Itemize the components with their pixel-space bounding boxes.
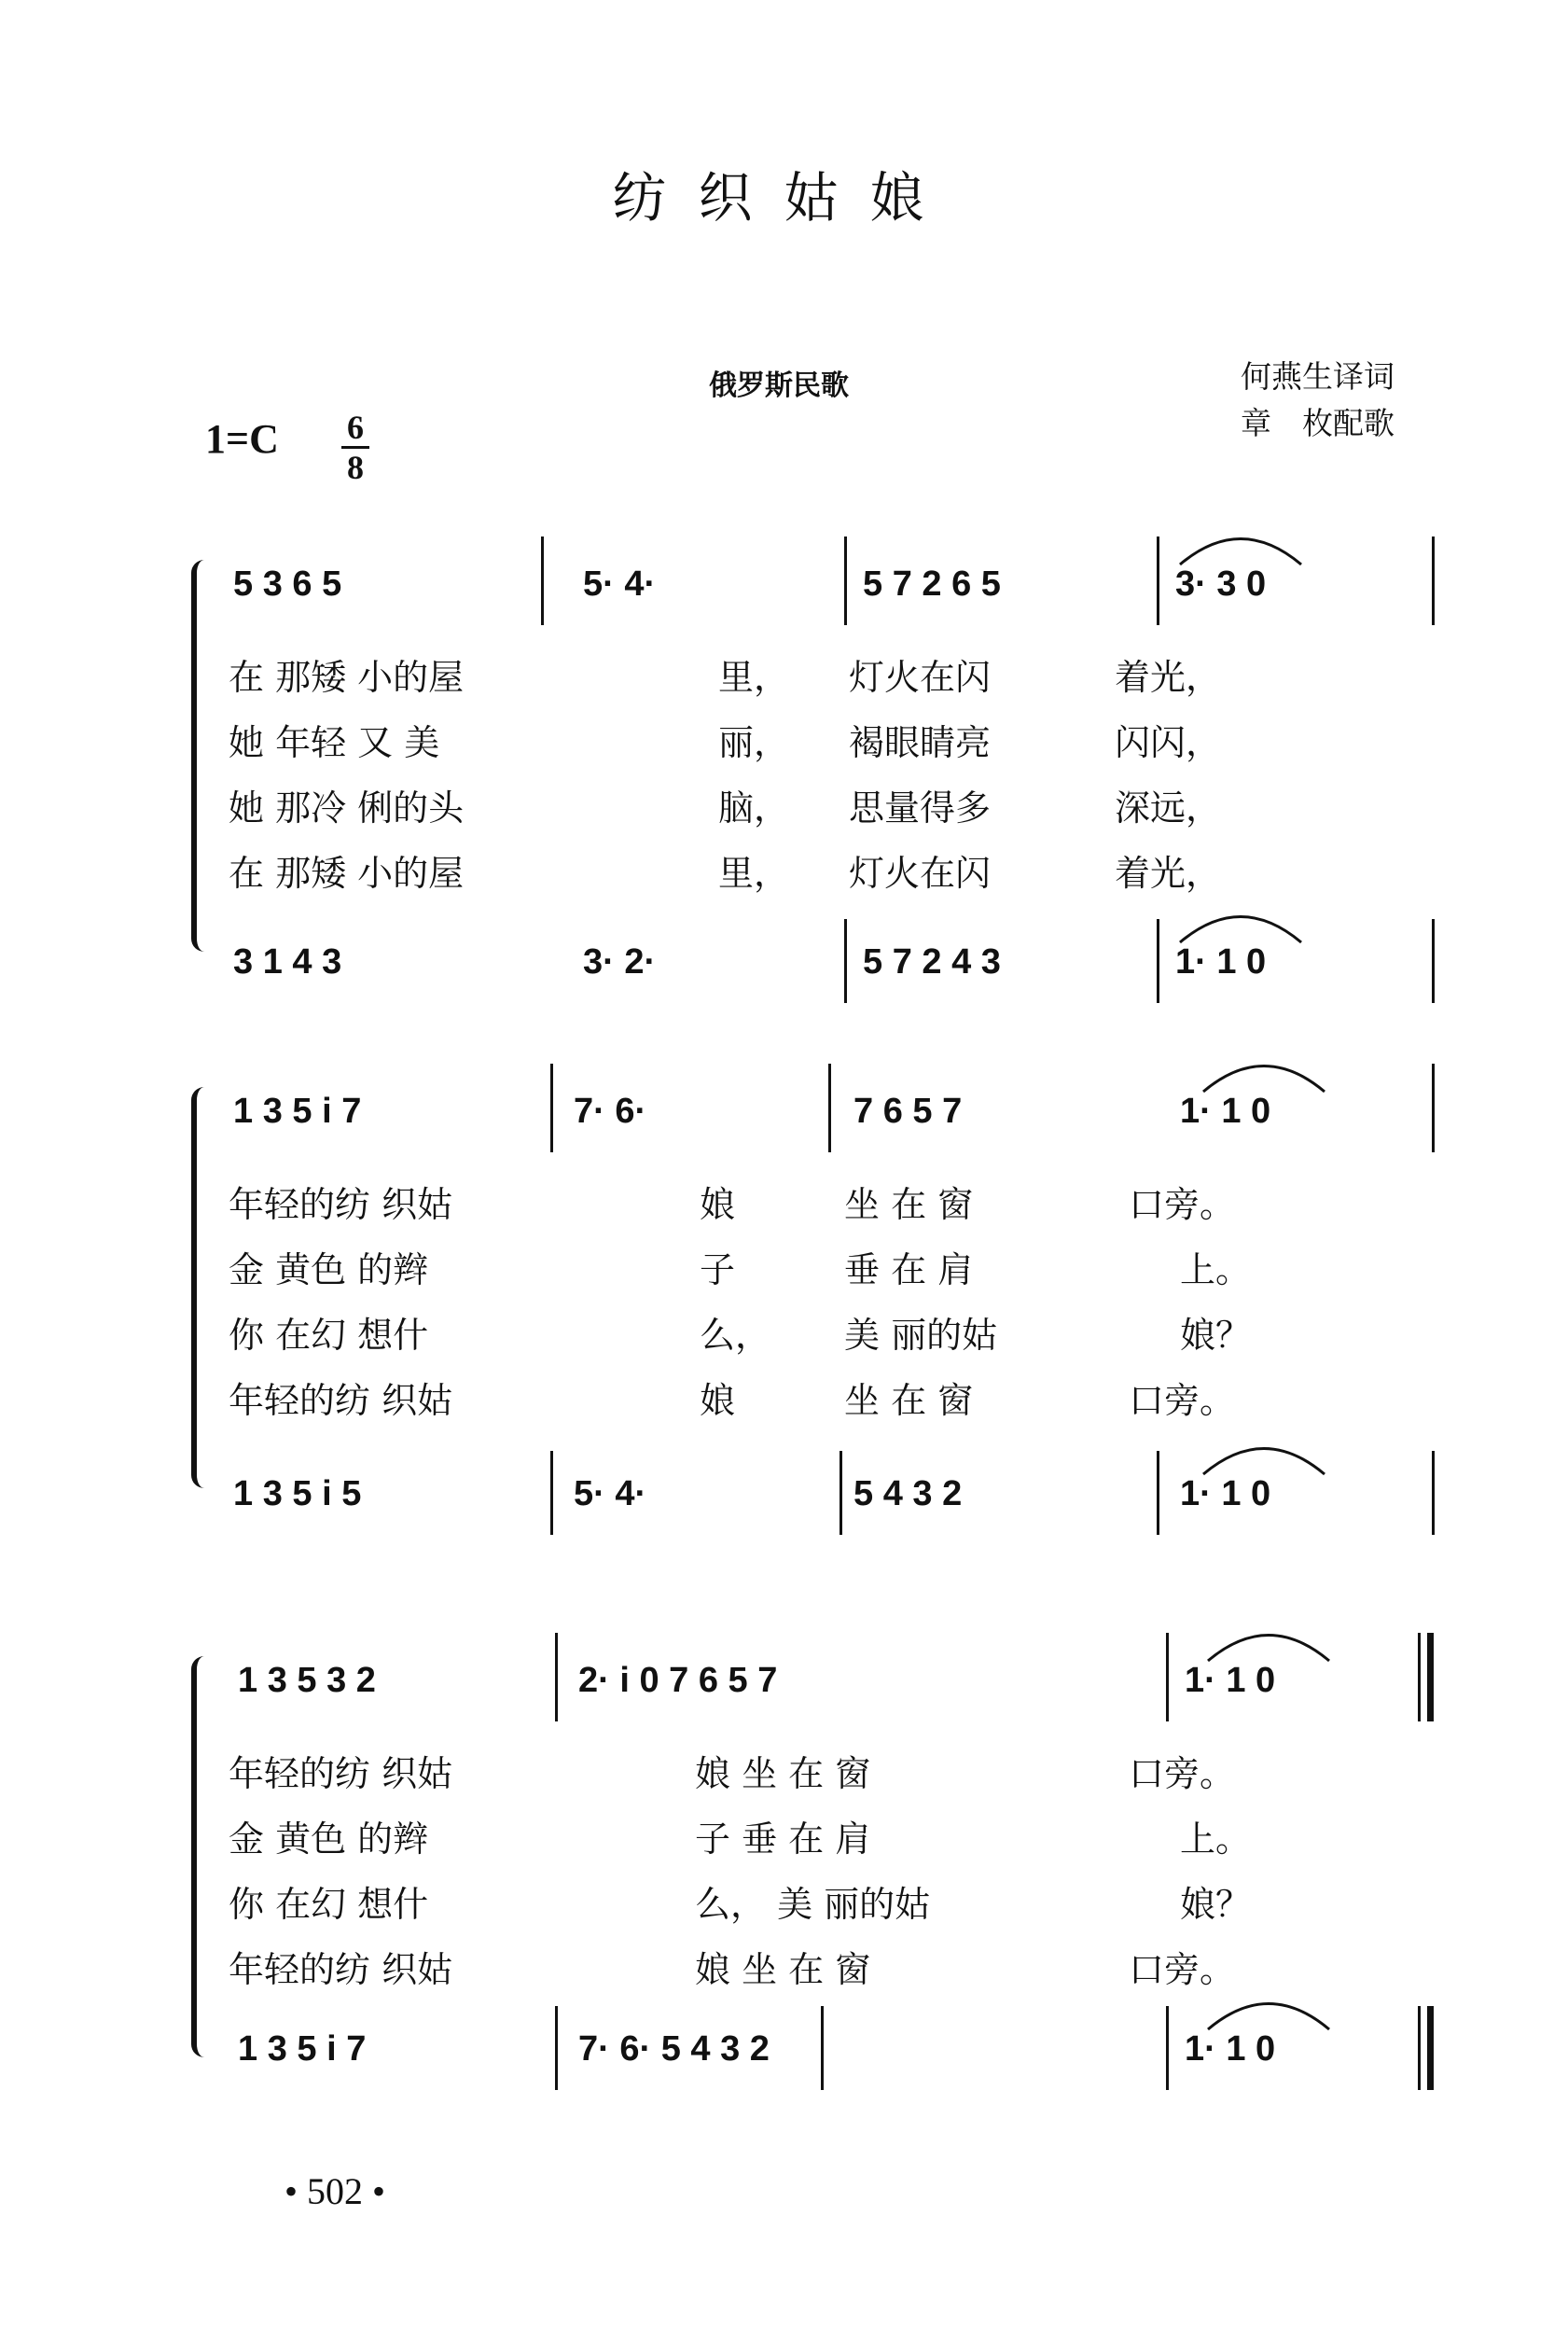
system-2-lower-measure-4: 1· 1 0 xyxy=(1180,1474,1271,1513)
system-2-verse-2-seg-2: 子 xyxy=(700,1249,736,1290)
system-1-upper-measure-1: 5 3 6 5 xyxy=(233,564,342,604)
system-1-verse-2-seg-3: 褐眼睛亮 xyxy=(849,722,992,763)
page-number: • 502 • xyxy=(284,2170,386,2212)
system-1-lower-measure-1: 3 1 4 3 xyxy=(233,942,342,982)
system-2-upper-measure-1: 1 3 5 i 7 xyxy=(233,1092,362,1131)
system-1-lower-measure-2: 3· 2· xyxy=(583,942,657,982)
slur xyxy=(1203,1066,1325,1093)
system-1-verse-4-seg-2: 里， xyxy=(718,853,790,894)
system-1-verse-1-seg-1: 在 那矮 小的屋 xyxy=(229,657,465,698)
system-2-verse-1-seg-4: 口旁。 xyxy=(1129,1184,1236,1225)
system-2-verse-2-seg-1: 金 黄色 的辫 xyxy=(229,1249,429,1290)
system-2-verse-1-seg-3: 坐 在 窗 xyxy=(844,1184,974,1225)
slur xyxy=(1203,1449,1325,1475)
system-3-lower-measure-2: 7· 6· 5 4 3 2 xyxy=(578,2029,770,2069)
system-1-verse-3-seg-3: 思量得多 xyxy=(849,787,992,829)
system-1-verse-1-seg-2: 里， xyxy=(718,657,790,698)
system-1-verse-3-seg-1: 她 那冷 俐的头 xyxy=(229,787,465,829)
system-1-verse-4-seg-4: 着光， xyxy=(1115,853,1222,894)
system-3-verse-1-seg-1: 年轻的纺 织姑 xyxy=(229,1753,453,1794)
system-1-verse-4-seg-3: 灯火在闪 xyxy=(849,853,992,894)
system-1-verse-2-seg-1: 她 年轻 又 美 xyxy=(229,722,440,763)
system-3-verse-2-seg-1: 金 黄色 的辫 xyxy=(229,1818,429,1860)
system-1-upper-measure-4: 3· 3 0 xyxy=(1175,564,1267,604)
system-3-upper-measure-1: 1 3 5 3 2 xyxy=(238,1661,376,1700)
key-signature: 1=C xyxy=(205,416,279,462)
system-1-lower-measure-4: 1· 1 0 xyxy=(1175,942,1267,982)
system-1-verse-3-seg-4: 深远， xyxy=(1115,787,1222,829)
system-3-verse-1-seg-2: 娘 坐 在 窗 xyxy=(695,1753,871,1794)
system-3-verse-3-seg-1: 你 在幻 想什 xyxy=(229,1884,429,1925)
system-1-verse-1-seg-3: 灯火在闪 xyxy=(849,657,992,698)
system-3-upper-measure-3: 1· 1 0 xyxy=(1185,1661,1276,1700)
credit-translator: 何燕生译词 xyxy=(1241,358,1395,395)
system-1-verse-2-seg-4: 闪闪， xyxy=(1115,722,1222,763)
time-signature-bottom: 8 xyxy=(341,446,369,486)
system-2-upper-measure-3: 7 6 5 7 xyxy=(853,1092,963,1131)
system-2-verse-4-seg-2: 娘 xyxy=(700,1380,736,1421)
system-2-verse-2-seg-3: 垂 在 肩 xyxy=(844,1249,974,1290)
system-1-verse-4-seg-1: 在 那矮 小的屋 xyxy=(229,853,465,894)
system-2-lower-measure-1: 1 3 5 i 5 xyxy=(233,1474,362,1513)
song-title: 纺织姑娘 xyxy=(612,166,956,230)
system-3-verse-4-seg-1: 年轻的纺 织姑 xyxy=(229,1949,453,1990)
time-signature-top: 6 xyxy=(347,409,364,446)
system-2-verse-4-seg-1: 年轻的纺 织姑 xyxy=(229,1380,453,1421)
system-1-upper-measure-3: 5 7 2 6 5 xyxy=(863,564,1001,604)
system-2-lower-measure-3: 5 4 3 2 xyxy=(853,1474,963,1513)
system-1-upper-measure-2: 5· 4· xyxy=(583,564,657,604)
system-3-verse-2-seg-2: 子 垂 在 肩 xyxy=(695,1818,871,1860)
system-2-verse-3-seg-4: 娘？ xyxy=(1180,1315,1252,1356)
system-2-verse-4-seg-3: 坐 在 窗 xyxy=(844,1380,974,1421)
system-1-lower-measure-3: 5 7 2 4 3 xyxy=(863,942,1001,982)
system-3-verse-4-seg-3: 口旁。 xyxy=(1129,1949,1236,1990)
system-3-verse-3-seg-3: 娘？ xyxy=(1180,1884,1252,1925)
system-1-verse-1-seg-4: 着光， xyxy=(1115,657,1222,698)
system-1-verse-3-seg-2: 脑， xyxy=(718,787,790,829)
system-2-upper-measure-4: 1· 1 0 xyxy=(1180,1092,1271,1131)
system-3-lower-measure-1: 1 3 5 i 7 xyxy=(238,2029,367,2069)
system-3-verse-1-seg-3: 口旁。 xyxy=(1129,1753,1236,1794)
system-2-verse-1-seg-1: 年轻的纺 织姑 xyxy=(229,1184,453,1225)
system-3-verse-2-seg-3: 上。 xyxy=(1180,1818,1252,1860)
system-2-verse-3-seg-1: 你 在幻 想什 xyxy=(229,1315,429,1356)
system-2-verse-1-seg-2: 娘 xyxy=(700,1184,736,1225)
system-3-verse-4-seg-2: 娘 坐 在 窗 xyxy=(695,1949,871,1990)
slur xyxy=(1180,917,1301,943)
system-3-verse-3-seg-2: 么， 美 丽的姑 xyxy=(695,1884,931,1925)
system-1-verse-2-seg-2: 丽， xyxy=(718,722,790,763)
song-origin: 俄罗斯民歌 xyxy=(709,369,849,402)
system-2-lower-measure-2: 5· 4· xyxy=(574,1474,647,1513)
slur xyxy=(1180,539,1301,565)
system-2-verse-2-seg-4: 上。 xyxy=(1180,1249,1252,1290)
slur xyxy=(1208,1636,1329,1662)
credit-arranger: 章 枚配歌 xyxy=(1241,405,1395,441)
system-3-upper-measure-2: 2· i 0 7 6 5 7 xyxy=(578,1661,778,1700)
system-3-lower-measure-3: 1· 1 0 xyxy=(1185,2029,1276,2069)
system-2-verse-3-seg-3: 美 丽的姑 xyxy=(844,1315,998,1356)
slur xyxy=(1208,2004,1329,2030)
system-2-verse-3-seg-2: 么， xyxy=(700,1315,771,1356)
system-2-verse-4-seg-4: 口旁。 xyxy=(1129,1380,1236,1421)
system-2-upper-measure-2: 7· 6· xyxy=(574,1092,647,1131)
